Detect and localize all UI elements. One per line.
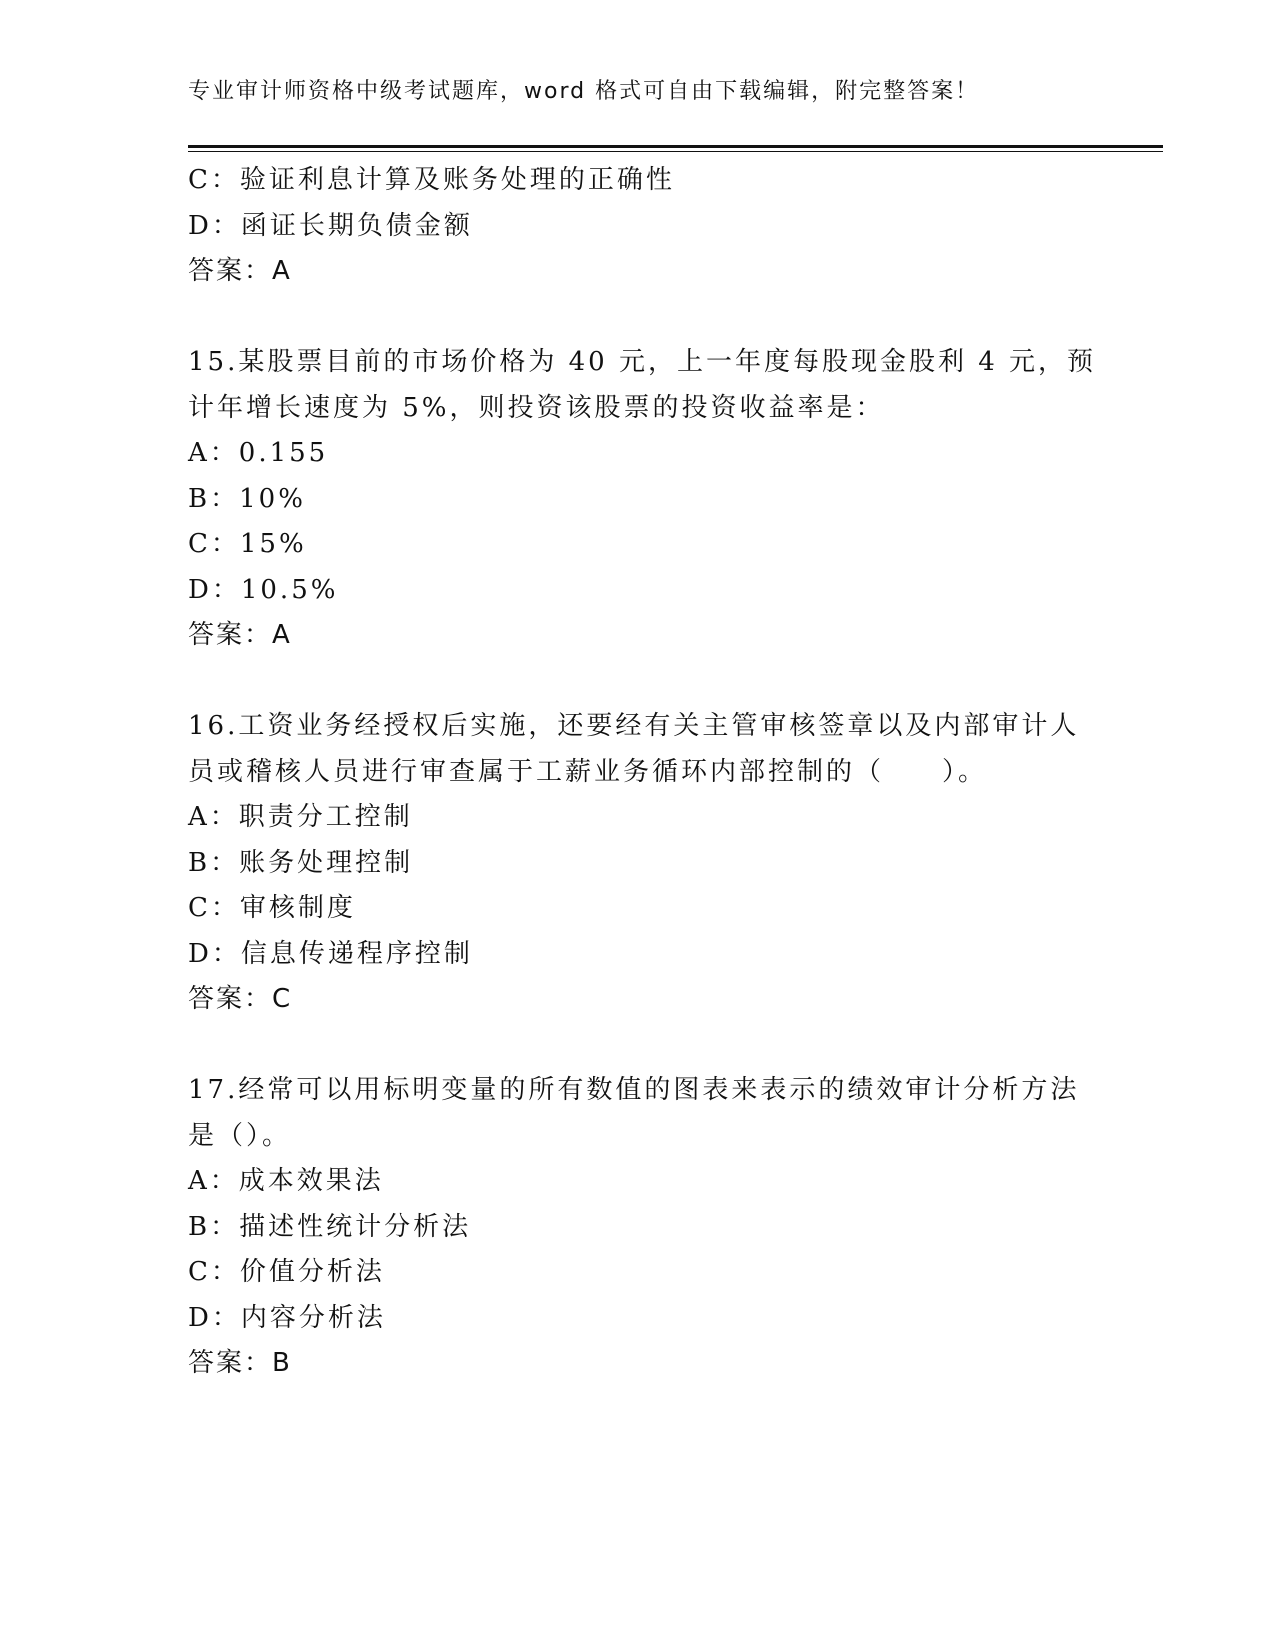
header-rule-thin (188, 151, 1163, 152)
option-b: B：账务处理控制 (188, 847, 414, 878)
page-header: 专业审计师资格中级考试题库，word 格式可自由下载编辑，附完整答案！ (188, 79, 980, 104)
spacer (188, 1023, 1088, 1069)
question-16 (188, 704, 1088, 1023)
option-d: D：10.5% (188, 574, 339, 605)
question-text-line: 15.某股票目前的市场价格为 40 元，上一年度每股现金股利 4 元，预 (188, 347, 1097, 377)
answer-line: 答案：C (188, 984, 293, 1014)
question-text-line: 员或稽核人员进行审查属于工薪业务循环内部控制的（ ）。 (188, 756, 988, 787)
option-c: C：价值分析法 (188, 1257, 385, 1287)
option-d: D：内容分析法 (188, 1302, 386, 1333)
header-rule-thick (188, 145, 1163, 148)
question-text-line: 17.经常可以用标明变量的所有数值的图表来表示的绩效审计分析方法 (188, 1075, 1080, 1105)
option-d: D：函证长期负债金额 (188, 210, 473, 241)
question-text-line: 计年增长速度为 5%，则投资该股票的投资收益率是： (188, 392, 885, 423)
option-a: A：0.155 (188, 438, 329, 468)
spacer (188, 295, 1088, 341)
answer-line: 答案：B (188, 1348, 292, 1378)
question-content (188, 158, 1097, 1387)
question-15 (188, 340, 1097, 659)
prev-question-block (188, 158, 1088, 295)
answer-line: 答案：A (188, 256, 292, 286)
question-text-line: 是（）。 (188, 1120, 292, 1151)
option-c: C：验证利息计算及账务处理的正确性 (188, 165, 675, 195)
option-b: B：10% (188, 483, 306, 514)
spacer (188, 659, 1088, 705)
option-d: D：信息传递程序控制 (188, 938, 473, 969)
question-17 (188, 1068, 1088, 1387)
option-c: C：15% (188, 529, 307, 559)
question-text-line: 16.工资业务经授权后实施，还要经有关主管审核签章以及内部审计人 (188, 711, 1080, 741)
option-b: B：描述性统计分析法 (188, 1211, 472, 1242)
option-c: C：审核制度 (188, 893, 356, 923)
option-a: A：职责分工控制 (188, 802, 413, 832)
answer-line: 答案：A (188, 620, 292, 650)
option-a: A：成本效果法 (188, 1166, 384, 1196)
